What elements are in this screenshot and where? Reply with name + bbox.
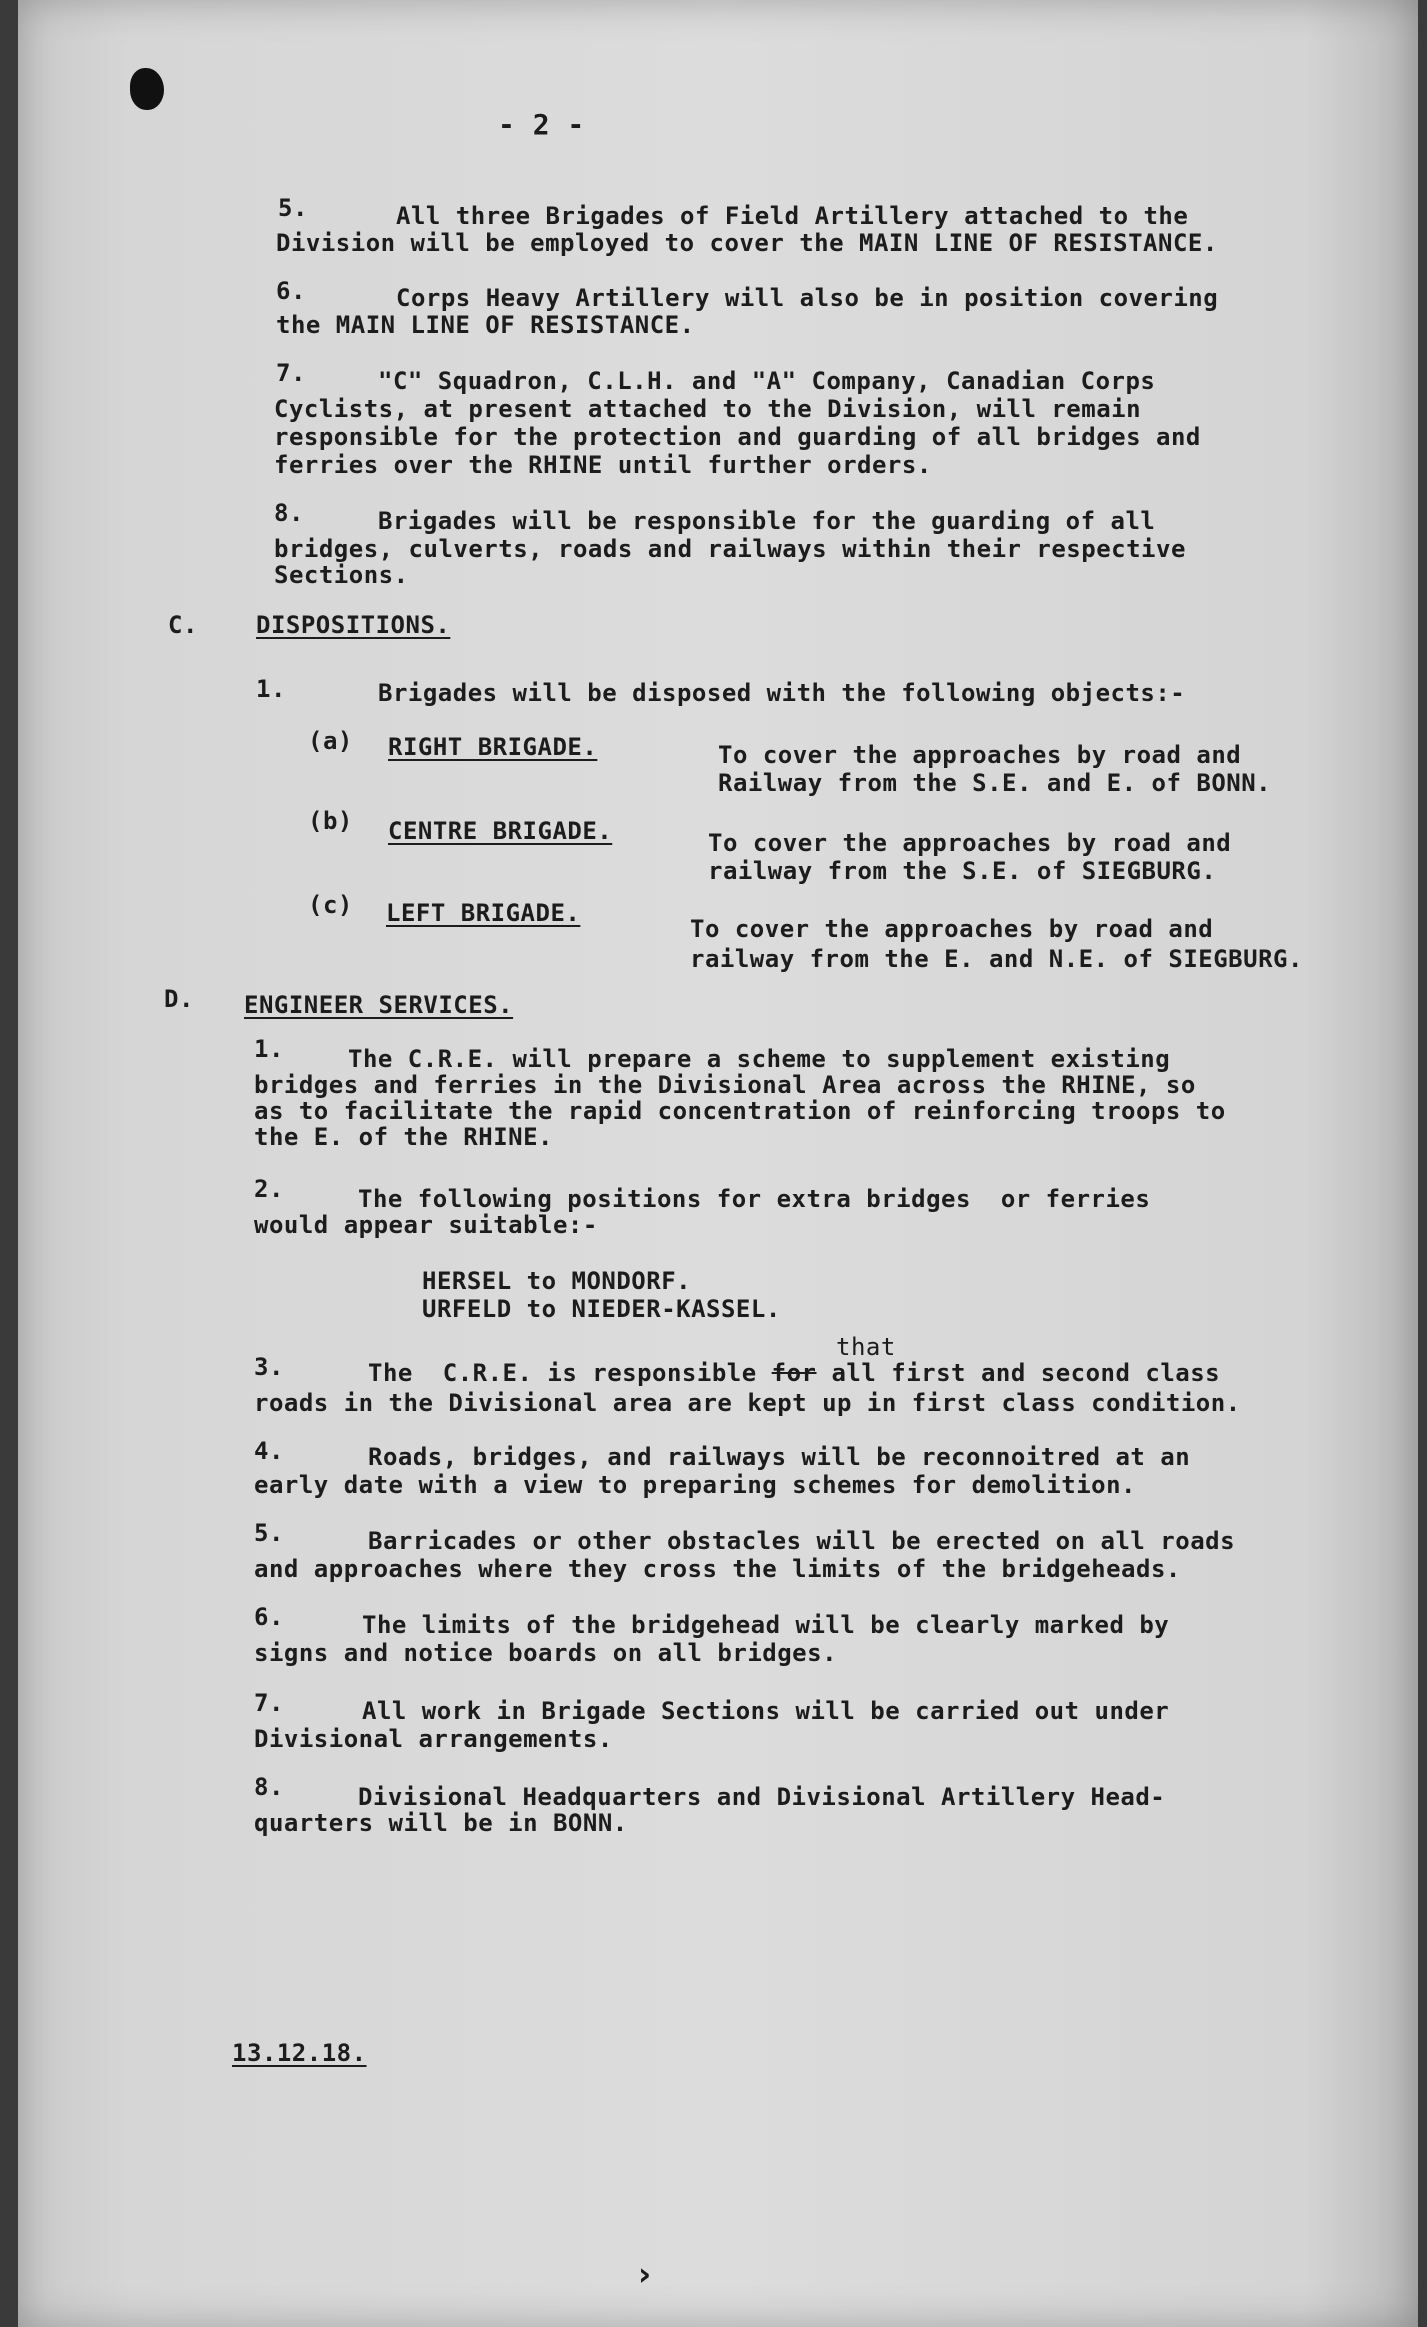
para-text-line: Brigades will be disposed with the following objects:-	[378, 679, 1186, 707]
para-text-line: The C.R.E. will prepare a scheme to supplement existing	[348, 1045, 1171, 1073]
para-text-line: early date with a view to preparing schemes for demolition.	[254, 1471, 1137, 1499]
para-number: 1.	[256, 675, 286, 703]
para-text-line: roads in the Divisional area are kept up in first class condition.	[254, 1389, 1241, 1417]
para-text-line: Divisional Headquarters and Divisional Artillery Head-	[358, 1783, 1166, 1811]
para-number: 2.	[254, 1175, 284, 1203]
brigade-name: CENTRE BRIGADE.	[388, 817, 613, 845]
brigade-name: LEFT BRIGADE.	[386, 899, 581, 927]
para-text-line: would appear suitable:-	[254, 1211, 598, 1239]
text-run: all first and second class	[816, 1359, 1221, 1387]
item-text-line: railway from the S.E. of SIEGBURG.	[708, 857, 1217, 885]
para-text-line: Cyclists, at present attached to the Division, will remain	[274, 395, 1142, 423]
para-number: 8.	[274, 499, 304, 527]
item-text-line: To cover the approaches by road and	[718, 741, 1242, 769]
para-number: 5.	[278, 194, 308, 222]
bottom-mark: ›	[638, 2255, 652, 2293]
para-number: 7.	[276, 359, 306, 387]
section-heading: DISPOSITIONS.	[256, 611, 451, 639]
punch-hole	[130, 68, 164, 110]
bridge-position: HERSEL to MONDORF.	[422, 1267, 692, 1295]
brigade-name: RIGHT BRIGADE.	[388, 733, 598, 761]
para-text-line: the MAIN LINE OF RESISTANCE.	[276, 311, 695, 339]
para-text-line: bridges and ferries in the Divisional Area across the RHINE, so	[254, 1071, 1196, 1099]
para-text-line: responsible for the protection and guarding of all bridges and	[274, 423, 1201, 451]
item-text-line: To cover the approaches by road and	[690, 915, 1214, 943]
section-letter: D.	[164, 985, 194, 1013]
para-text-line: Roads, bridges, and railways will be reconnoitred at an	[368, 1443, 1191, 1471]
para-number: 1.	[254, 1035, 284, 1063]
para-text-line: bridges, culverts, roads and railways within their respective	[274, 535, 1186, 563]
para-text-line: and approaches where they cross the limits of the bridgeheads.	[254, 1555, 1181, 1583]
para-text-line: The limits of the bridgehead will be clearly marked by	[362, 1611, 1170, 1639]
para-text-line: ferries over the RHINE until further orders.	[274, 451, 932, 479]
text-run: The C.R.E. is responsible	[368, 1359, 772, 1387]
bridge-position: URFELD to NIEDER-KASSEL.	[422, 1295, 781, 1323]
para-text-line	[368, 1360, 1220, 1386]
item-marker: (c)	[308, 891, 353, 919]
para-number: 4.	[254, 1437, 284, 1465]
para-number: 5.	[254, 1519, 284, 1547]
item-text-line: railway from the E. and N.E. of SIEGBURG.	[690, 945, 1303, 973]
document-page	[18, 0, 1418, 2327]
item-text-line: Railway from the S.E. and E. of BONN.	[718, 769, 1272, 797]
para-number: 8.	[254, 1773, 284, 1801]
para-text-line: the E. of the RHINE.	[254, 1123, 553, 1151]
para-text-line: Corps Heavy Artillery will also be in position covering	[396, 284, 1219, 312]
para-text-line: signs and notice boards on all bridges.	[254, 1639, 838, 1667]
para-text-line: Barricades or other obstacles will be erected on all roads	[368, 1527, 1236, 1555]
para-text-line: "C" Squadron, C.L.H. and "A" Company, Canadian Corps	[378, 367, 1156, 395]
item-marker: (a)	[308, 727, 353, 755]
para-number: 3.	[254, 1353, 284, 1381]
para-text-line: The following positions for extra bridges or ferries	[358, 1185, 1151, 1213]
section-heading: ENGINEER SERVICES.	[244, 991, 514, 1019]
para-text-line: as to facilitate the rapid concentration of reinforcing troops to	[254, 1097, 1226, 1125]
para-text-line: Division will be employed to cover the MAIN LINE OF RESISTANCE.	[276, 229, 1218, 257]
item-text-line: To cover the approaches by road and	[708, 829, 1232, 857]
para-number: 6.	[254, 1603, 284, 1631]
para-text-line: Sections.	[274, 561, 409, 589]
document-date: 13.12.18.	[232, 2039, 367, 2067]
para-text-line: Divisional arrangements.	[254, 1725, 613, 1753]
section-letter: C.	[168, 611, 198, 639]
page-number: - 2 -	[498, 108, 585, 141]
para-number: 7.	[254, 1689, 284, 1717]
handwritten-insert: that	[836, 1333, 896, 1361]
para-text-line: All work in Brigade Sections will be carried out under	[362, 1697, 1170, 1725]
para-number: 6.	[276, 277, 306, 305]
item-marker: (b)	[308, 807, 353, 835]
para-text-line: All three Brigades of Field Artillery attached to the	[396, 202, 1189, 230]
struck-text: for	[771, 1359, 817, 1387]
para-text-line: quarters will be in BONN.	[254, 1809, 628, 1837]
para-text-line: Brigades will be responsible for the guarding of all	[378, 507, 1156, 535]
